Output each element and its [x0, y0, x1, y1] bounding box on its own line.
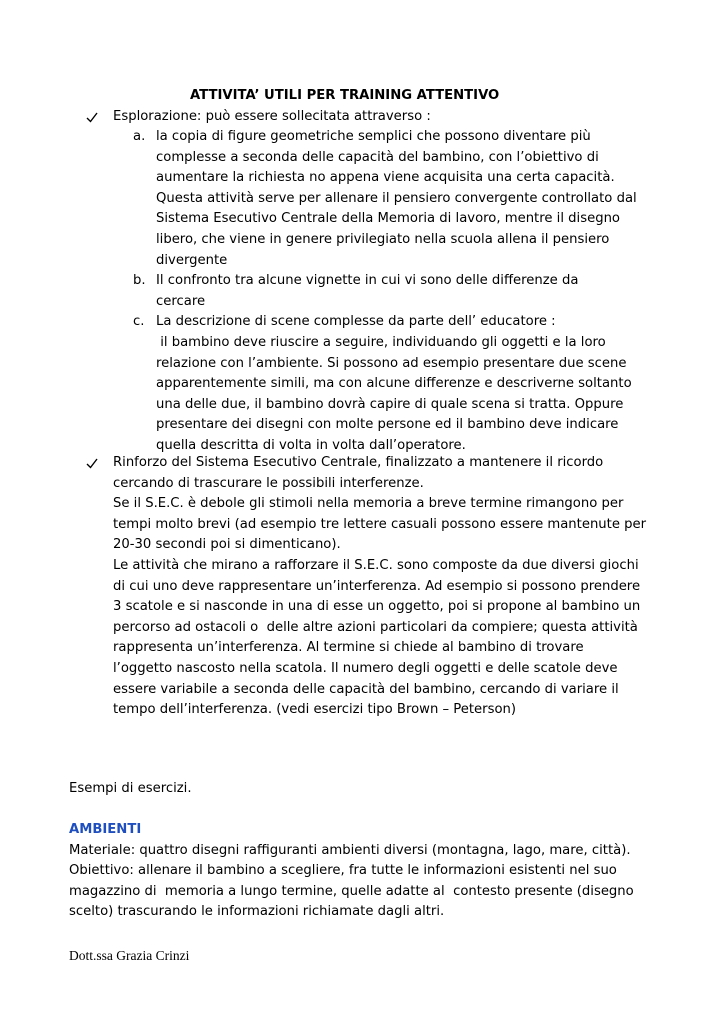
list-item-line: una delle due, il bambino dovrà capire di quale scena si tratta. Oppure	[156, 396, 624, 412]
list-item-line: apparentemente simili, ma con alcune differenze e descriverne soltanto	[156, 376, 632, 392]
section-reinforcement	[86, 453, 686, 494]
list-item	[133, 127, 693, 271]
paragraph-line: 3 scatole e si nasconde in una di esse un oggetto, poi si propone al bambino un	[113, 599, 641, 615]
paragraph-line: l’oggetto nascosto nella scatola. Il numero degli oggetti e delle scatole deve	[113, 660, 618, 676]
list-item-line: cercare	[156, 293, 206, 309]
list-item-line: quella descritta di volta in volta dall’operatore.	[156, 437, 466, 453]
paragraph-line: rappresenta un’interferenza. Al termine si chiede al bambino di trovare	[113, 640, 584, 656]
section-exploration	[86, 107, 686, 128]
list-item-line: libero, che viene in genere privilegiato nella scuola allena il pensiero	[156, 231, 610, 247]
ambienti-line: scelto) trascurando le informazioni richiamate dagli altri.	[69, 904, 445, 920]
ambienti-line: Materiale: quattro disegni raffiguranti ambienti diversi (montagna, lago, mare, città).	[69, 842, 631, 858]
list-item-line: relazione con l’ambiente. Si possono ad esempio presentare due scene	[156, 355, 627, 371]
examples-label	[69, 779, 689, 800]
list-item-line: il bambino deve riuscire a seguire, individuando gli oggetti e la loro	[156, 334, 606, 350]
ambienti-line: Obiettivo: allenare il bambino a scegliere, fra tutte le informazioni esistenti nel suo	[69, 863, 617, 879]
list-item-line: Il confronto tra alcune vignette in cui vi sono delle differenze da	[156, 273, 579, 289]
list-item-line: complesse a seconda delle capacità del bambino, con l’obiettivo di	[156, 149, 599, 165]
paragraph-line: percorso ad ostacoli o delle altre azioni particolari da compiere; questa attività	[113, 619, 638, 635]
section-exploration-heading-row	[86, 107, 686, 128]
checkmark-icon	[86, 107, 106, 123]
list-item-line: la copia di figure geometriche semplici che possono diventare più	[156, 129, 591, 144]
footer-signature: Dott.ssa Grazia Crinzi	[69, 948, 190, 963]
list-item-line: Sistema Esecutivo Centrale della Memoria di lavoro, mentre il disegno	[156, 211, 620, 227]
exploration-activity-list	[133, 127, 693, 457]
paragraph-line: di cui uno deve rappresentare un’interferenza. Ad esempio si possono prendere	[113, 578, 641, 594]
list-item-line: divergente	[156, 252, 228, 268]
list-item-line: aumentare la richiesta no appena viene acquisita una certa capacità.	[156, 170, 615, 186]
examples-label-text: Esempi di esercizi.	[69, 781, 192, 796]
paragraph-line: tempi molto brevi (ad esempio tre lettere casuali possono essere mantenute per	[113, 516, 647, 532]
list-item	[133, 271, 693, 312]
list-item-line: presentare dei disegni con molte persone ed il bambino deve indicare	[156, 417, 619, 433]
paragraph-line: essere variabile a seconda delle capacità del bambino, cercando di variare il	[113, 681, 619, 697]
section-reinforcement-heading-line: cercando di trascurare le possibili interferenze.	[113, 475, 424, 491]
paragraph-line: Se il S.E.C. è debole gli stimoli nella memoria a breve termine rimangono per	[113, 496, 624, 511]
list-marker: a.	[133, 129, 146, 144]
section-exploration-heading: Esplorazione: può essere sollecitata attraverso :	[113, 109, 431, 124]
ambienti-heading: AMBIENTI	[69, 822, 142, 837]
reinforcement-paragraph-2	[113, 556, 703, 721]
paragraph-line: 20-30 secondi poi si dimenticano).	[113, 537, 341, 553]
document-title: ATTIVITA’ UTILI PER TRAINING ATTENTIVO	[190, 88, 500, 103]
ambienti-section	[69, 820, 689, 923]
list-item-line: La descrizione di scene complesse da parte dell’ educatore :	[156, 314, 556, 330]
section-reinforcement-heading-line: Rinforzo del Sistema Esecutivo Centrale, finalizzato a mantenere il ricordo	[113, 455, 604, 470]
paragraph-line: tempo dell’interferenza. (vedi esercizi tipo Brown – Peterson)	[113, 702, 517, 718]
list-marker: b.	[133, 273, 146, 289]
list-marker: c.	[133, 314, 145, 330]
list-item-line: Questa attività serve per allenare il pensiero convergente controllato dal	[156, 190, 637, 206]
list-item	[133, 312, 693, 456]
ambienti-line: magazzino di memoria a lungo termine, quelle adatte al contesto presente (disegno	[69, 883, 634, 899]
section-reinforcement-heading-row	[86, 453, 686, 494]
checkmark-icon	[86, 453, 106, 469]
reinforcement-paragraph-1	[113, 494, 703, 556]
paragraph-line: Le attività che mirano a rafforzare il S.E.C. sono composte da due diversi giochi	[113, 558, 639, 573]
